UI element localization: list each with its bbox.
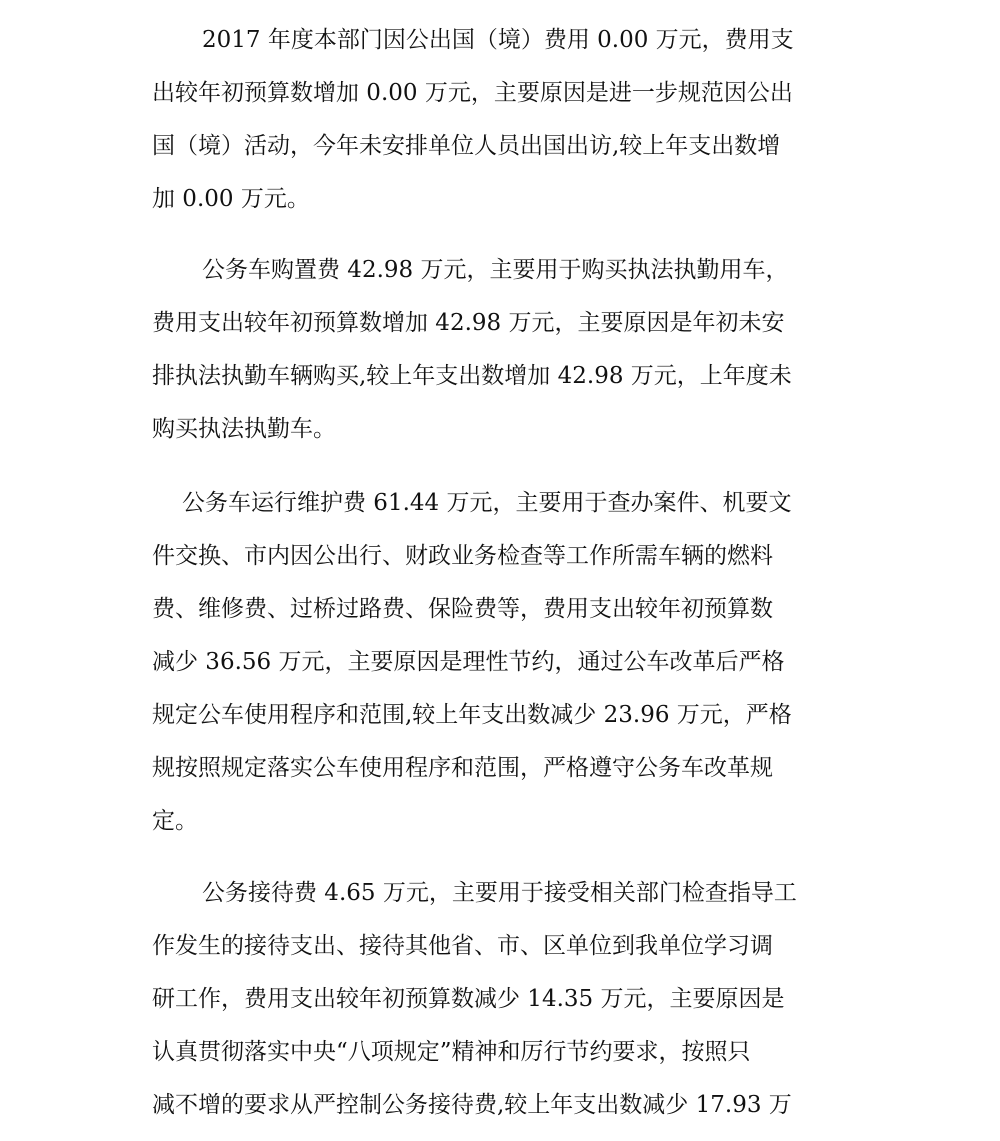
text-line: 规定公车使用程序和范围,较上年支出数减少 23.96 万元，严格	[152, 702, 792, 728]
text-line: 公务车运行维护费 61.44 万元，主要用于查办案件、机要文	[182, 490, 792, 516]
paragraph-vehicle-maintenance	[152, 477, 852, 848]
text-line: 加 0.00 万元。	[152, 186, 310, 212]
text-line: 减少 36.56 万元，主要原因是理性节约，通过公车改革后严格	[152, 649, 785, 675]
text-line: 费用支出较年初预算数增加 42.98 万元，主要原因是年初未安	[152, 310, 785, 336]
text-line: 公务车购置费 42.98 万元，主要用于购买执法执勤用车，	[202, 257, 789, 283]
text-line: 国（境）活动，今年未安排单位人员出国出访,较上年支出数增	[152, 133, 781, 159]
paragraph-overseas-travel	[152, 14, 852, 226]
paragraph-vehicle-purchase	[152, 244, 852, 456]
text-line: 费、维修费、过桥过路费、保险费等，费用支出较年初预算数	[152, 596, 773, 622]
text-line: 购买执法执勤车。	[152, 416, 336, 442]
text-line: 2017 年度本部门因公出国（境）费用 0.00 万元，费用支	[202, 27, 794, 53]
text-line: 研工作，费用支出较年初预算数减少 14.35 万元，主要原因是	[152, 986, 785, 1012]
text-line: 定。	[152, 808, 198, 834]
text-line: 作发生的接待支出、接待其他省、市、区单位到我单位学习调	[152, 933, 773, 959]
text-line: 规按照规定落实公车使用程序和范围，严格遵守公务车改革规	[152, 755, 773, 781]
text-line: 排执法执勤车辆购买,较上年支出数增加 42.98 万元，上年度未	[152, 363, 792, 389]
text-line: 公务接待费 4.65 万元，主要用于接受相关部门检查指导工	[202, 880, 797, 906]
text-line: 认真贯彻落实中央“八项规定”精神和厉行节约要求，按照只	[152, 1039, 751, 1065]
paragraph-official-reception	[152, 867, 852, 1132]
text-line: 减不增的要求从严控制公务接待费,较上年支出数减少 17.93 万	[152, 1092, 792, 1118]
text-line: 出较年初预算数增加 0.00 万元，主要原因是进一步规范因公出	[152, 80, 793, 106]
text-line: 件交换、市内因公出行、财政业务检查等工作所需车辆的燃料	[152, 543, 773, 569]
